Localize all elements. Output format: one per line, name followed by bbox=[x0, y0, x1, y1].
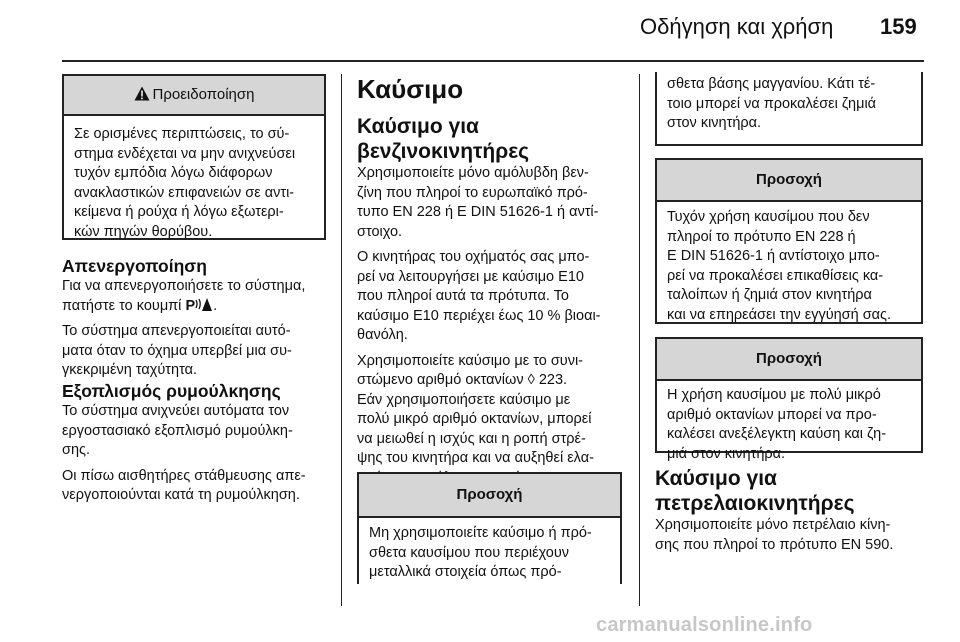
caution-line: Μη χρησιμοποιείτε καύσιμο ή πρό- bbox=[369, 525, 592, 541]
caution-box-octane bbox=[655, 337, 923, 462]
caution-box-header: Προσοχή bbox=[657, 339, 921, 381]
caution-line: Τυχόν χρήση καυσίμου που δεν bbox=[667, 209, 870, 225]
deactivation-heading: Απενεργοποίηση bbox=[62, 256, 207, 276]
caution-line: ρεί να προκαλέσει επικαθίσεις κα- bbox=[667, 267, 884, 284]
warning-box-title: Προειδοποίηση bbox=[152, 86, 255, 103]
page-number: 159 bbox=[880, 14, 917, 39]
caution-line: στον κινητήρα. bbox=[667, 115, 762, 131]
diesel-paragraph: Χρησιμοποιείτε μόνο πετρέλαιο κίνη- σης που πληροί το πρότυπο EN 590. bbox=[655, 517, 894, 553]
caution-line: σθετα βάσης μαγγανίου. Κάτι τέ- bbox=[667, 76, 876, 92]
warning-line: κείμενα ή ρούχα ή λόγω εξωτερι- bbox=[74, 204, 284, 220]
caution-box-standard bbox=[655, 158, 923, 324]
petrol-paragraph: Χρησιμοποιείτε καύσιμο με το συνι- στώμενο αριθμό οκτανίων ◊ 223. Εάν χρησιμοποιήσετε καύσιμο με πολύ μικρό αριθμό οκτανίων, μπορεί να μειωθεί η ισχύς και η ροπή στρέ- ψης του κινητήρα και να αυξηθεί ελα- bbox=[357, 352, 594, 466]
petrol-heading: Καύσιμο για βενζινοκινητήρες bbox=[357, 115, 530, 163]
parking-sensor-icon bbox=[195, 298, 213, 314]
caution-line: καλέσει ανεξέλεγκτη καύση και ζη- bbox=[667, 426, 887, 442]
caution-line: τοιο μπορεί να προκαλέσει ζημιά bbox=[667, 95, 877, 112]
deactivation-line: Για να απενεργοποιήσετε το σύστημα, bbox=[62, 278, 306, 294]
towing-paragraph: Οι πίσω αισθητήρες στάθμευσης απε- νεργοποιούνται κατά τη ρυμούλκηση. bbox=[62, 467, 306, 503]
warning-box-header bbox=[64, 76, 324, 116]
warning-line: στημα ενδέχεται να μην ανιχνεύσει bbox=[74, 145, 296, 162]
caution-line: μιά στον κινητήρα. bbox=[667, 445, 786, 462]
deactivation-text: πατήστε το κουμπί bbox=[62, 297, 182, 314]
towing-heading: Εξοπλισμός ρυμούλκησης bbox=[62, 381, 281, 401]
column-separator-2 bbox=[639, 74, 640, 606]
towing-paragraph: Το σύστημα ανιχνεύει αυτόματα τον εργοστασιακό εξοπλισμό ρυμούλκη- σης. bbox=[62, 403, 293, 458]
running-header-title: Οδήγηση και χρήση bbox=[640, 14, 834, 39]
warning-line: Σε ορισμένες περιπτώσεις, το σύ- bbox=[74, 126, 290, 142]
watermark: carmanualsonline.info bbox=[596, 614, 813, 636]
deactivation-paragraph: Το σύστημα απενεργοποιείται αυτό- ματα όταν το όχημα υπερβεί μια συ- γκεκριμένη ταχύτητα. bbox=[62, 323, 292, 378]
caution-box-continued bbox=[655, 72, 923, 146]
warning-line: κών πηγών θορύβου. bbox=[74, 223, 213, 240]
caution-line: αριθμό οκτανίων μπορεί να προ- bbox=[667, 406, 877, 423]
caution-line: πληροί το πρότυπο EN 228 ή bbox=[667, 228, 856, 245]
header-rule bbox=[62, 60, 924, 62]
warning-line: τυχόν εμπόδια λόγω διάφορων bbox=[74, 165, 273, 181]
caution-line: σθετα καυσίμου που περιέχουν bbox=[369, 544, 570, 561]
caution-line: E DIN 51626-1 ή αντίστοιχο μπο- bbox=[667, 248, 880, 264]
petrol-paragraph: Χρησιμοποιείτε μόνο αμόλυβδη βεν- ζίνη που πληροί το ευρωπαϊκό πρό- τυπο EN 228 ή E DIN 51626-1 ή αντί- στοιχο. bbox=[357, 165, 599, 240]
caution-line: Η χρήση καυσίμου με πολύ μικρό bbox=[667, 387, 881, 403]
diesel-heading: Καύσιμο για πετρελαιοκινητήρες bbox=[655, 467, 855, 515]
fuel-title: Καύσιμο bbox=[357, 74, 464, 104]
parking-button-glyph: P bbox=[185, 297, 196, 314]
deactivation-line: πατήστε το κουμπί P . bbox=[62, 297, 218, 314]
deactivation-section bbox=[62, 256, 334, 381]
diesel-section bbox=[655, 466, 930, 555]
fuel-section bbox=[357, 74, 629, 488]
caution-box-header: Προσοχή bbox=[657, 160, 921, 202]
warning-line: ανακλαστικών επιφανειών σε αντι- bbox=[74, 184, 295, 201]
petrol-paragraph: Ο κινητήρας του οχήματός σας μπο- ρεί να λειτουργήσει με καύσιμο E10 που πληροί αυτά τα πρότυπα. Το καύσιμο E10 περιέχει έως 10 % βιοαι- θανόλη. bbox=[357, 249, 601, 343]
towing-section bbox=[62, 381, 337, 506]
caution-line: μεταλλικά στοιχεία όπως πρό- bbox=[369, 564, 562, 580]
caution-line: ταλοίπων ή ζημιά στον κινητήρα bbox=[667, 287, 872, 303]
caution-box-header: Προσοχή bbox=[359, 474, 620, 518]
warning-box bbox=[62, 74, 326, 240]
caution-line: και να επηρεάσει την εγγύησή σας. bbox=[667, 306, 892, 323]
page-reference-icon: ◊ bbox=[527, 372, 535, 388]
column-separator-1 bbox=[341, 74, 342, 606]
caution-box-metals bbox=[357, 472, 622, 584]
page-reference-link[interactable]: 223. bbox=[538, 372, 568, 388]
warning-triangle-icon bbox=[134, 78, 150, 116]
